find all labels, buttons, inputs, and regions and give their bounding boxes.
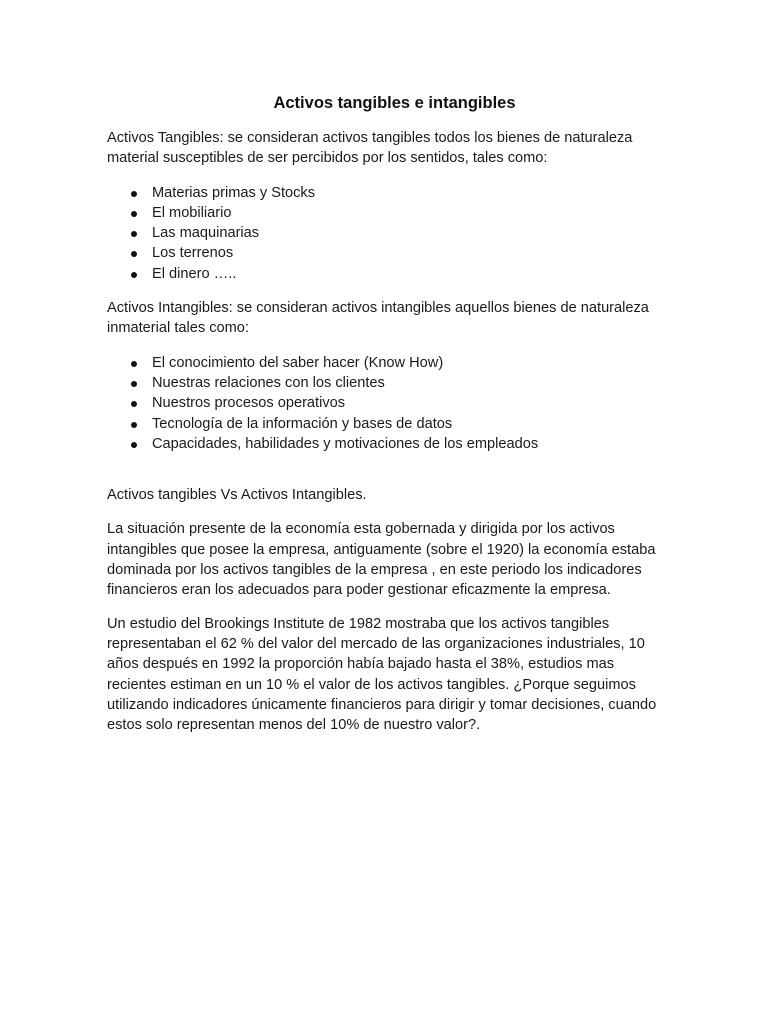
intangibles-list — [107, 353, 660, 454]
list-item — [107, 434, 660, 454]
body-paragraph-2: Un estudio del Brookings Institute de 1982 mostraba que los activos tangibles representaban el 62 % del valor del mercado de las organizaciones industriales, 10 años después en 1992 la proporción había bajado hasta el 38%, estudios mas recientes estiman en un 10 % el valor de los activos tangibles. ¿Porque seguimos utilizando indicadores únicamente financieros para dirigir y tomar decisiones, cuando estos solo representan menos del 10% de nuestro valor?. — [107, 615, 657, 734]
list-item — [107, 393, 660, 413]
bullet-icon — [131, 401, 137, 407]
list-item — [107, 264, 660, 284]
bullet-icon — [131, 361, 137, 367]
list-item — [107, 203, 660, 223]
tangibles-list — [107, 183, 660, 284]
bullet-icon — [131, 442, 137, 448]
bullet-icon — [131, 422, 137, 428]
body-paragraph-1: La situación presente de la economía esta gobernada y dirigida por los activos intangibles que posee la empresa, antiguamente (sobre el 1920) la economía estaba dominada por los activos tangibles de la empresa , en este periodo los indicadores financieros eran los adecuados para poder gestionar eficazmente la empresa. — [107, 521, 656, 599]
list-item-text: Capacidades, habilidades y motivaciones de los empleados — [152, 435, 539, 452]
list-item-text: Los terrenos — [152, 245, 234, 262]
list-item-text: Tecnología de la información y bases de datos — [152, 415, 453, 432]
list-item-text: El conocimiento del saber hacer (Know How) — [152, 354, 444, 371]
bullet-icon — [131, 231, 137, 237]
section-heading: Activos tangibles Vs Activos Intangibles. — [107, 487, 367, 504]
bullet-icon — [131, 272, 137, 278]
list-item-text: Nuestras relaciones con los clientes — [152, 374, 385, 391]
list-item-text: Materias primas y Stocks — [152, 184, 316, 201]
list-item-text: Las maquinarias — [152, 225, 260, 242]
list-item — [107, 243, 660, 263]
intro-tangibles-paragraph: Activos Tangibles: se consideran activos tangibles todos los bienes de naturaleza material susceptibles de ser percibidos por los sentidos, tales como: — [107, 130, 633, 167]
bullet-icon — [131, 211, 137, 217]
document-title: Activos tangibles e intangibles — [273, 94, 516, 112]
bullet-icon — [131, 251, 137, 257]
bullet-icon — [131, 191, 137, 197]
list-item — [107, 223, 660, 243]
list-item-text: El mobiliario — [152, 204, 232, 221]
list-item — [107, 373, 660, 393]
intro-intangibles-paragraph: Activos Intangibles: se consideran activos intangibles aquellos bienes de naturaleza inmaterial tales como: — [107, 300, 649, 337]
list-item-text: El dinero ….. — [152, 265, 237, 282]
bullet-icon — [131, 381, 137, 387]
list-item — [107, 353, 660, 373]
list-item-text: Nuestros procesos operativos — [152, 395, 346, 412]
list-item — [107, 414, 660, 434]
list-item — [107, 183, 660, 203]
